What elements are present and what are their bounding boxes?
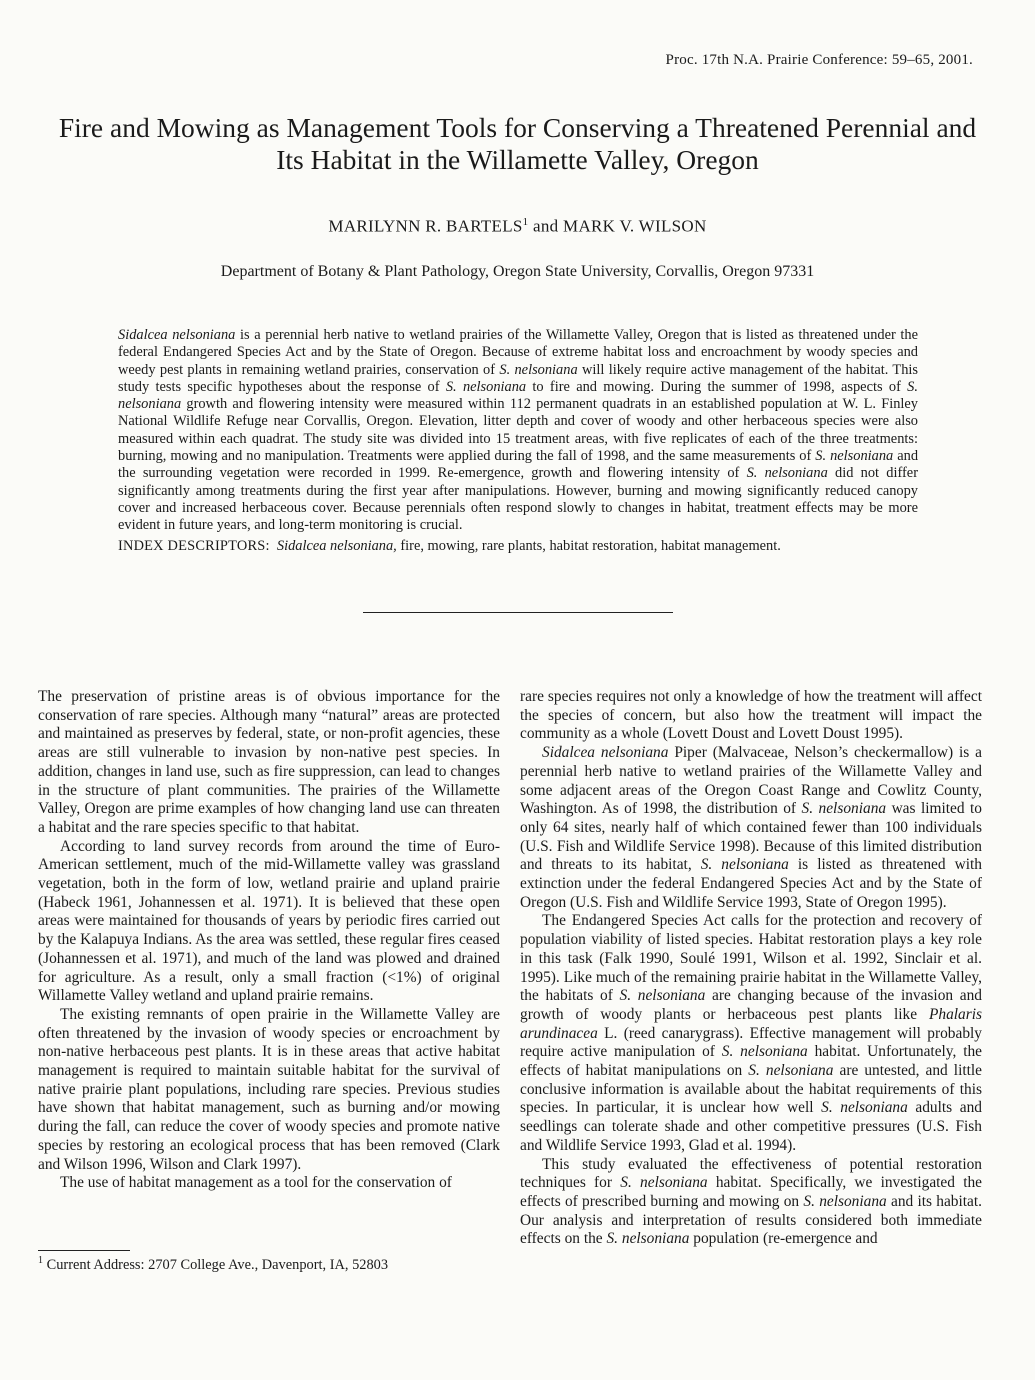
left-column	[38, 688, 500, 1193]
species-name: S. nelsoniana	[700, 856, 789, 874]
species-name: S. nelsoniana	[746, 465, 828, 482]
species-name: S. nelsoniana	[815, 448, 894, 465]
affiliation: Department of Botany & Plant Pathology, Oregon State University, Corvallis, Oregon 97331	[220, 263, 815, 280]
footnote-mark: 1	[38, 1255, 43, 1266]
paragraph	[520, 912, 982, 1155]
paragraph-text: are changing because of the invasion and growth of woody plants or herbaceous pest plants like	[520, 987, 982, 1023]
abstract-text: to fire and mowing. During the summer of 1998, aspects of	[532, 378, 901, 395]
paragraph	[520, 1156, 982, 1250]
abstract	[118, 327, 918, 535]
paragraph	[520, 744, 982, 912]
species-name: S. nelsoniana	[118, 378, 918, 413]
species-name: S. nelsoniana	[721, 1043, 808, 1061]
abstract-text: will likely require active management of the habitat. This study tests specific hypotheses about the response of	[118, 361, 918, 395]
index-terms: fire, mowing, rare plants, habitat restoration, habitat management.	[400, 538, 781, 554]
abstract-text: is a perennial herb native to wetland prairies of the Willamette Valley, Oregon that is listed as threatened under the federal Endangered Species Act and by the State of Oregon. Because of extreme habitat loss and encroachment by woody species and weedy pest plants in remaining wetland prairies, conservation of	[118, 327, 918, 378]
species-name: S. nelsoniana	[606, 1230, 690, 1248]
title-line-1: Fire and Mowing as Management Tools for Conserving a Threatened Perennial and	[58, 112, 977, 143]
paragraph-text: This study evaluated the effectiveness of potential restoration techniques for	[520, 1155, 982, 1192]
paragraph: rare species requires not only a knowledge of how the treatment will affect the species of concern, but also how the treatment will impact the community as a whole (Lovett Doust and Lovett Doust 1995).	[520, 688, 982, 743]
paragraph-text: are untested, and little conclusive information is available about the habitat requirements of this species. In particular, it is unclear how well	[520, 1062, 983, 1117]
paragraph: The preservation of pristine areas is of obvious importance for the conservation of rare species. Although many “natural” areas are protected and maintained as preserves by federal, state, or non-profit agencies, these areas are still vulnerable to invasion by non-native pest species. In addition, changes in land use, such as fire suppression, can lead to changes in the structure of plant communities. The prairies of the Willamette Valley, Oregon are prime examples of how changing land use can threaten a habitat and the rare species specific to that habitat.	[38, 688, 500, 836]
index-descriptors	[118, 538, 918, 555]
paragraph: The existing remnants of open prairie in the Willamette Valley are often threatened by the invasion of woody species or encroachment by non-native herbaceous pest plants. It is in these areas that active habitat management is required to maintain suitable habitat for the survival of native prairie plant populations, including rare species. Previous studies have shown that habitat management, such as burning and/or mowing during the fall, can reduce the cover of woody species and promote native species by restoring an ecological process that has been removed (Clark and Wilson 1996, Wilson and Clark 1997).	[38, 1005, 500, 1173]
species-name: S. nelsoniana	[801, 800, 887, 818]
paragraph-text: was limited to only 64 sites, nearly half of which contained fewer than 100 individuals (U.S. Fish and Wildlife Service 1998). Because of this limited distribution and threats to its habitat,	[520, 800, 982, 874]
paragraph-text: The Endangered Species Act calls for the protection and recovery of population viability of listed species. Habitat restoration plays a key role in this task (Falk 1990, Soulé 1991, Wilson et al. 1992, Sinclair et al. 1995). Like much of the remaining prairie habitat in the Willamette Valley, the habitats of	[520, 912, 982, 1005]
title-line-2: Its Habitat in the Willamette Valley, Oregon	[276, 144, 759, 175]
species-name: S. nelsoniana	[445, 378, 527, 395]
paper-title	[0, 112, 1035, 176]
paragraph-text: habitat. Specifically, we investigated the effects of prescribed burning and mowing on	[520, 1174, 983, 1210]
running-head: Proc. 17th N.A. Prairie Conference: 59–65, 2001.	[665, 52, 973, 68]
paragraph-text: population (re-emergence and	[693, 1230, 878, 1248]
author-1: MARILYNN R. BARTELS	[328, 216, 523, 236]
species-name: S. nelsoniana	[803, 1192, 887, 1210]
species-name: Sidalcea nelsoniana	[118, 327, 236, 343]
paragraph: According to land survey records from around the time of Euro-American settlement, much of the mid-Willamette valley was grassland vegetation, both in the form of low, wetland prairie and upland prairie (Habeck 1961, Johannessen et al. 1971). It is believed that these open areas were maintained for thousands of years by periodic fires carried out by the Kalapuya Indians. As the area was settled, these regular fires ceased (Johannessen et al. 1971), and much of the land was plowed and drained for agriculture. As a result, only a small fraction (<1%) of original Willamette Valley wetland and upland prairie remains.	[38, 837, 500, 1005]
paragraph-text: L. (reed canarygrass). Effective management will probably require active manipulation of	[520, 1024, 982, 1061]
section-divider	[363, 612, 673, 613]
author-2: MARK V. WILSON	[563, 216, 707, 236]
species-name: S. nelsoniana	[620, 1174, 708, 1192]
species-name: S. nelsoniana	[499, 361, 578, 378]
paragraph-text: and its habitat. Our analysis and interpretation of results considered both immediate effects on the	[520, 1192, 983, 1248]
species-name: Sidalcea nelsoniana,	[276, 538, 397, 554]
right-column	[520, 688, 982, 1249]
abstract-text: growth and flowering intensity were measured within 112 permanent quadrats in an established population at W. L. Finley National Wildlife Refuge near Corvallis, Oregon. Elevation, litter depth and cover of woody and other herbaceous species were also measured within each quadrat. The study site was divided into 15 treatment areas, with five replicates of each of the three treatments: burning, mowing and no manipulation. Treatments were applied during the fall of 1998, and the same measurements of	[118, 396, 918, 465]
footnote-rule	[38, 1250, 130, 1251]
footnote-text: Current Address: 2707 College Ave., Davenport, IA, 52803	[46, 1256, 389, 1273]
paragraph-text: is listed as threatened with extinction under the federal Endangered Species Act and by the State of Oregon (U.S. Fish and Wildlife Service 1993, State of Oregon 1995).	[520, 856, 982, 911]
footnote-mark: 1	[522, 216, 529, 228]
paragraph-text: Piper (Malvaceae, Nelson’s checkermallow) is a perennial herb native to wetland prairies of the Willamette Valley and some adjacent areas of the Oregon Coast Range and Cowlitz County, Washington. As of 1998, the distribution of	[520, 744, 983, 818]
author-line	[0, 216, 1035, 237]
species-name: S. nelsoniana	[748, 1062, 834, 1080]
abstract-text: did not differ significantly among treatments during the first year after manipulations. However, burning and mowing significantly reduced canopy cover and increased herbaceous cover. Because perennials often respond slowly to changes in habitat, treatment effects may be more evident in future years, and long-term monitoring is crucial.	[118, 465, 918, 534]
species-name: Sidalcea nelsoniana	[542, 744, 669, 762]
index-label: INDEX DESCRIPTORS:	[118, 538, 270, 554]
species-name: S. nelsoniana	[619, 987, 706, 1005]
paragraph: The use of habitat management as a tool for the conservation of	[60, 1174, 452, 1192]
abstract-text: and the surrounding vegetation were recorded in 1999. Re-emergence, growth and flowering intensity of	[118, 448, 919, 482]
paragraph-text: adults and seedlings can tolerate shade and other competitive pressures (U.S. Fish and Wildlife Service 1993, Glad et al. 1994).	[520, 1099, 982, 1154]
species-name: S. nelsoniana	[821, 1099, 908, 1117]
paragraph-text: habitat. Unfortunately, the effects of habitat manipulations on	[520, 1043, 983, 1080]
author-joiner: and	[533, 216, 559, 236]
footnote	[38, 1255, 508, 1274]
species-name: Phalaris arundinacea	[520, 1005, 982, 1042]
